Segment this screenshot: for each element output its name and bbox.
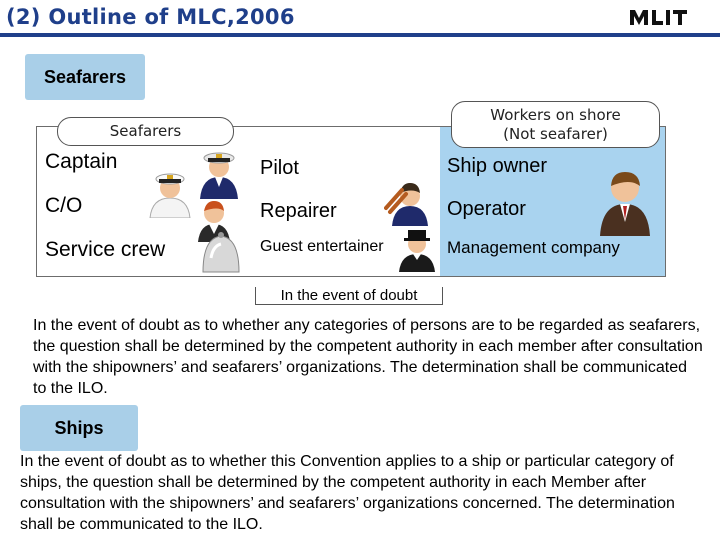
seafarers-tab-label: Seafarers bbox=[43, 66, 127, 87]
seafarers-doubt-paragraph: In the event of doubt as to whether any categories of persons are to be regarded as seafarers, the question shall be determined by the competent authority in each member after consultation with the shipowners’ and seafarers’ organizations. The determination shall be communicated to the ILO. bbox=[33, 317, 703, 397]
repairer-label: Repairer bbox=[260, 200, 337, 222]
management-company-label: Management company bbox=[447, 238, 620, 257]
ships-doubt-paragraph: In the event of doubt as to whether this Convention applies to a ship or particular category of ships, the question shall be determined by the competent authority in each Member after consultation with the shipowners’ and seafarers’ organizations concerned. The determination shall be communicated to the ILO. bbox=[20, 453, 675, 533]
pilot-label: Pilot bbox=[260, 157, 299, 179]
mlit-logo bbox=[628, 6, 704, 28]
doubt-label: In the event of doubt bbox=[255, 287, 443, 305]
ships-tab bbox=[20, 405, 138, 451]
chief-officer-icon bbox=[146, 168, 194, 218]
captain-icon bbox=[194, 147, 244, 199]
repairer-icon bbox=[384, 176, 434, 226]
shore-workers-label-text: Workers on shore (Not seafarer) bbox=[490, 105, 621, 143]
seafarers-tab bbox=[25, 54, 145, 100]
ships-tab-label: Ships bbox=[54, 417, 104, 438]
ship-owner-icon bbox=[596, 164, 654, 236]
operator-label: Operator bbox=[447, 198, 526, 220]
seafarers-group-label: Seafarers bbox=[57, 117, 234, 146]
ship-owner-label: Ship owner bbox=[447, 155, 548, 177]
captain-label: Captain bbox=[45, 150, 118, 173]
entertainer-icon bbox=[395, 226, 439, 272]
service-crew-label: Service crew bbox=[45, 238, 166, 261]
chief-officer-label: C/O bbox=[45, 194, 83, 217]
serving-cloche-icon bbox=[201, 228, 241, 274]
shore-workers-label bbox=[451, 101, 660, 148]
guest-entertainer-label: Guest entertainer bbox=[260, 238, 384, 255]
title-underline bbox=[0, 33, 720, 37]
page-title: (2) Outline of MLC,2006 bbox=[6, 5, 295, 29]
